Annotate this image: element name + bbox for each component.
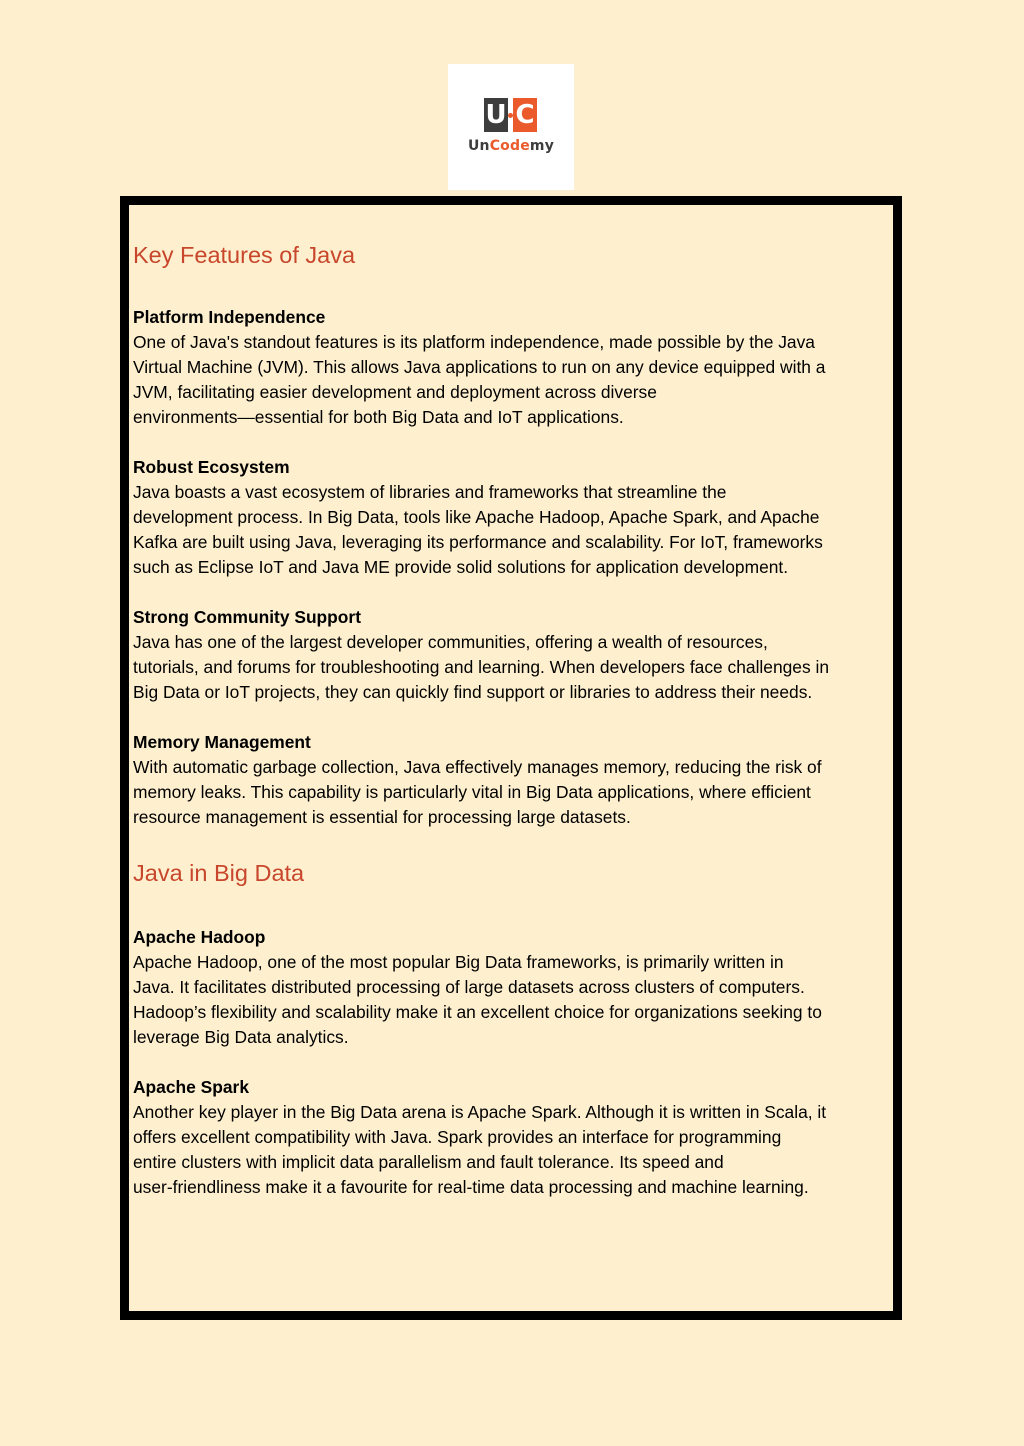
feature-text: Java boasts a vast ecosystem of libraries and frameworks that streamline the development process. In Big Data, tools like Apache Hadoop, Apache Spark, and Apache Kafka are built using Java, leveraging its performance and scalability. For IoT, frameworks such as Eclipse IoT and Java ME provide solid solutions for application development. [133, 482, 823, 577]
topic-apache-hadoop [133, 925, 893, 1050]
feature-platform-independence [133, 305, 893, 430]
uncodemy-logo [448, 64, 574, 190]
document-body [133, 240, 893, 1200]
logo-mark [484, 98, 537, 132]
logo-mark-u: U [485, 100, 507, 130]
feature-robust-ecosystem [133, 455, 893, 580]
topic-text: Another key player in the Big Data arena is Apache Spark. Although it is written in Scala, it offers excellent compatibility with Java. Spark provides an interface for programming entire clusters with implicit data parallelism and fault tolerance. Its speed and user-friendliness make it a favourite for real-time data processing and machine learning. [133, 1102, 827, 1197]
feature-heading: Platform Independence [133, 307, 326, 327]
feature-heading: Strong Community Support [133, 607, 361, 627]
feature-text: With automatic garbage collection, Java effectively manages memory, reducing the risk of memory leaks. This capability is particularly vital in Big Data applications, where efficient resource management is essential for processing large datasets. [133, 757, 822, 827]
logo-word-part2: Code [489, 138, 530, 154]
feature-text: Java has one of the largest developer communities, offering a wealth of resources, tutorials, and forums for troubleshooting and learning. When developers face challenges in Big Data or IoT projects, they can quickly find support or libraries to address their needs. [133, 632, 830, 702]
feature-community-support [133, 605, 893, 705]
logo-word-part1: Un [467, 138, 490, 154]
logo-mark-c: C [513, 98, 537, 132]
topic-heading: Apache Spark [133, 1077, 249, 1097]
feature-text: One of Java's standout features is its platform independence, made possible by the Java Virtual Machine (JVM). This allows Java applications to run on any device equipped with a JVM, facilitating easier development and deployment across diverse environments—essential for both Big Data and IoT applications. [133, 332, 826, 427]
feature-heading: Memory Management [133, 732, 311, 752]
section-title-java-big-data: Java in Big Data [133, 860, 305, 886]
logo-word-part3: my [529, 138, 555, 154]
logo-wordmark [448, 138, 574, 154]
section-title-key-features: Key Features of Java [133, 242, 356, 268]
feature-memory-management [133, 730, 893, 830]
topic-heading: Apache Hadoop [133, 927, 266, 947]
topic-apache-spark [133, 1075, 893, 1200]
feature-heading: Robust Ecosystem [133, 457, 290, 477]
topic-text: Apache Hadoop, one of the most popular Big Data frameworks, is primarily written in Java. It facilitates distributed processing of large datasets across clusters of computers. Hadoop’s flexibility and scalability make it an excellent choice for organizations seeking to leverage Big Data analytics. [133, 952, 822, 1047]
